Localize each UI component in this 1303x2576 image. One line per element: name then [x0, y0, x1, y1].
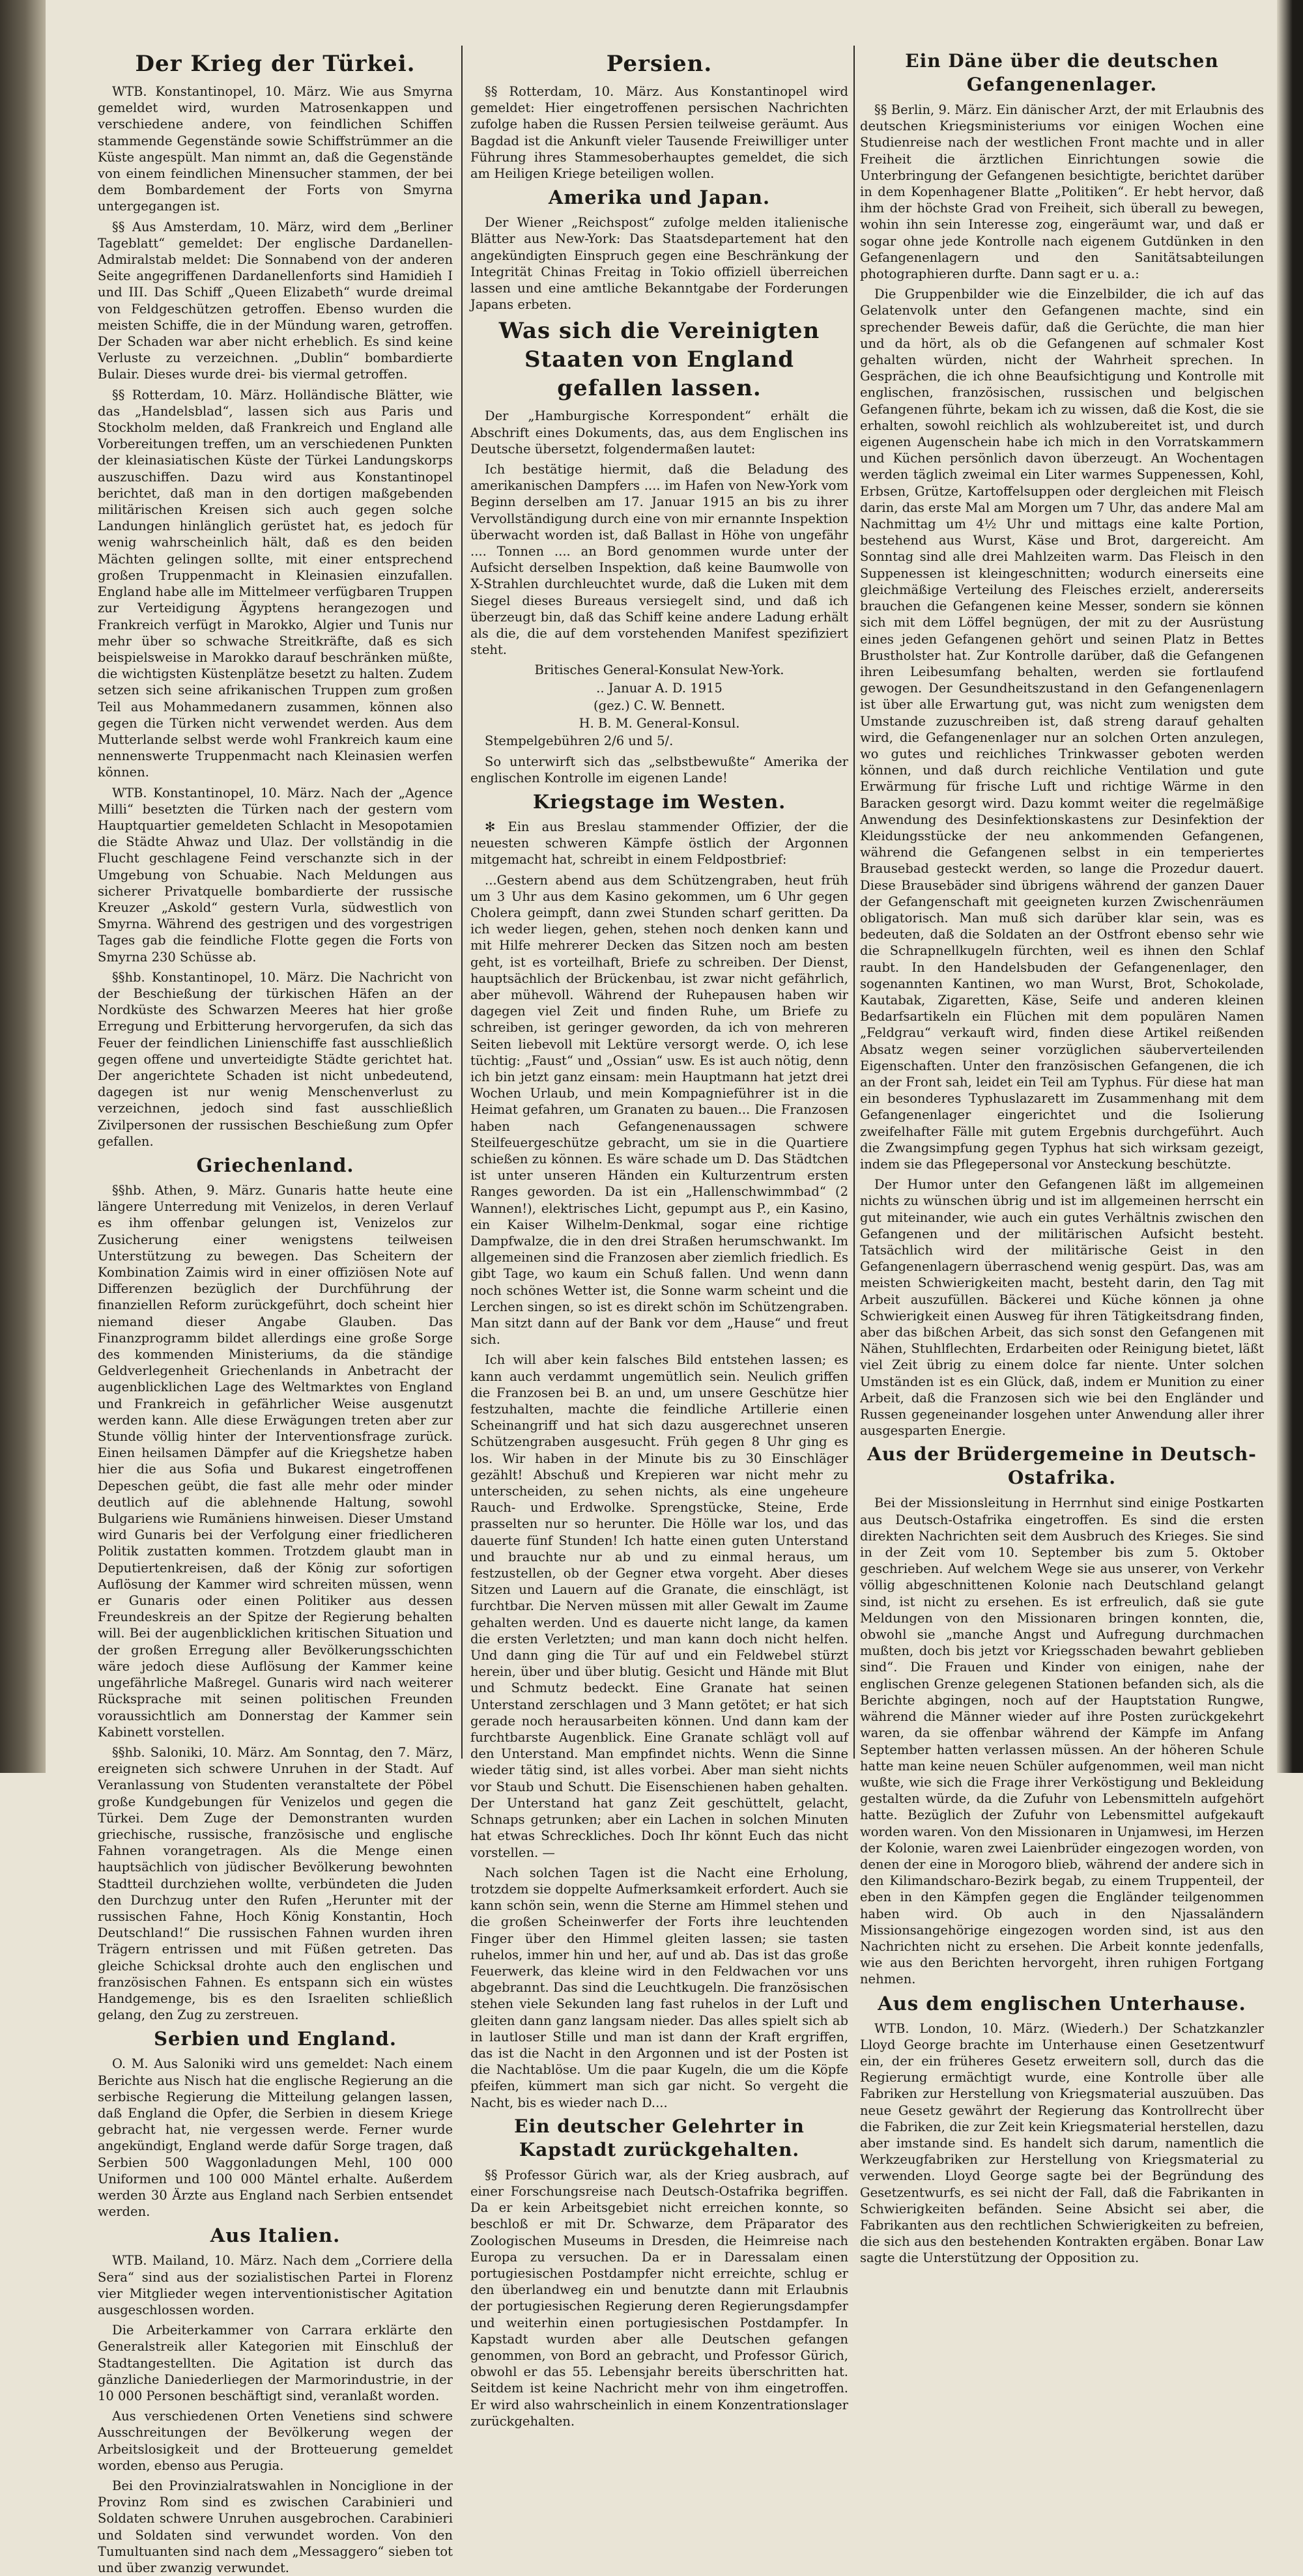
article-paragraph: O. M. Aus Saloniki wird uns gemeldet: Nach einem Berichte aus Nisch hat die englische Regierung an die serbische Regierung die Mitteilung gelangen lassen, daß England die Opfer, die Serbien in diesem Kriege gebracht hat, nie vergessen werde. Ferner wurde angekündigt, England werde dafür Sorge tragen, daß Serbien 500 Waggonladungen Mehl, 100 000 Uniformen und 100 000 Mäntel erhalte. Außerdem werden 30 Ärzte aus England nach Serbien entsendet werden. [98, 2056, 453, 2220]
signature-line: H. B. M. General-Konsul. [579, 716, 740, 731]
heading-bruedergemeine: Aus der Brüdergemeine in Deutsch-Ostafrika. [867, 1443, 1257, 1489]
signature-line: Britisches General-Konsulat New-York. [534, 662, 784, 678]
article-paragraph: §§hb. Saloniki, 10. März. Am Sonntag, den 7. März, ereigneten sich schwere Unruhen in der Stadt. Auf Veranlassung von Studenten veranstaltete der Pöbel große Kundgebungen für Venizelos und gegen die Türkei. Dem Zuge der Demonstranten wurden griechische, russische, französische und englische Fahnen vorangetragen. Als die Menge einen hauptsächlich von jüdischer Bevölkerung bewohnten Stadtteil durchziehen wollte, verbündeten die Juden den Durchzug unter den Rufen „Herunter mit der russischen Fahne, Hoch König Konstantin, Hoch Deutschland!“ Die russischen Fahnen wurden ihren Trägern entrissen und mit Füßen getreten. Das gleiche Schicksal drohte auch den englischen und französischen Fahnen. Es entspann sich ein wüstes Handgemenge, bis es den Israeliten schließlich gelang, den Zug zu zerstreuen. [98, 1744, 453, 2023]
article-paragraph: Der Humor unter den Gefangenen läßt im allgemeinen nichts zu wünschen übrig und ist im allgemeinen herrscht ein gut miteinander, wie auch ein gutes Verhältnis zwischen den Gefangenen und der militärischen Aufsicht besteht. Tatsächlich wird der militärische Geist in den Gefangenenlagern überraschend wenig gespürt. Das, was am meisten Schwierigkeiten macht, besteht darin, den Tag mit Arbeit auszufüllen. Bäckerei und Küche können ja ohne Schwierigkeit einen Ausweg für ihren Tätigkeitsdrang finden, aber das bißchen Arbeit, das sich sonst den Gefangenen mit Nähen, Stuhlflechten, Erdarbeiten oder Reinigung bietet, läßt viel Zeit übrig zu einem dolce far niente. Unter solchen Umständen ist es ein Glück, daß, indem er Munition zu einer Arbeit, daß die Franzosen sich wie bei den Engländer und Russen gegeneinander losgehen unter Anwendung aller ihrer ausgesparten Energie. [860, 1177, 1264, 1439]
article-paragraph: §§ Professor Gürich war, als der Krieg ausbrach, auf einer Forschungsreise nach Deutsch-Ostafrika begriffen. Da er kein Arbeitsgebiet nicht erreichen konnte, so beschloß er mit Dr. Schwarze, dem Präparator des Zoologischen Museums in Dresden, die Heimreise nach Europa zu versuchen. Da er in Daressalam einen portugiesischen Postdampfer nicht erreichte, schlug er den überlandweg ein und benutzte dann mit Erlaubnis der portugiesischen Regierung deren Regierungsdampfer und weiterhin einen portugiesischen Postdampfer. In Kapstadt wurden aber alle Deutschen gefangen genommen, von Bord an gebracht, und Professor Gürich, obwohl er das 55. Lebensjahr bereits überschritten hat. Seitdem ist keine Nachricht mehr von ihm eingetroffen. Er wird also wahrscheinlich in einem Konzentrationslager zurückgehalten. [470, 2167, 848, 2429]
column-left [98, 46, 453, 2576]
signature-line: .. Januar A. D. 1915 [596, 680, 723, 696]
article-paragraph: Ich bestätige hiermit, daß die Beladung des amerikanischen Dampfers .... im Hafen von New-York vom Beginn derselben am 17. Januar 1915 an bis zu ihrer Vervollständigung durch eine von mir ernannte Inspektion überwacht worden ist, daß Ballast in Höhe von ungefähr .... Tonnen .... an Bord genommen wurde unter der Aufsicht derselben Inspektion, daß keine Baumwolle von X-Strahlen durchleuchtet wurde, daß die Luken mit dem Siegel dieses Bureaus versiegelt sind, und daß ich überzeugt bin, daß das Schiff keine andere Ladung erhält als die, die auf dem vorstehenden Manifest spezifiziert steht. [470, 462, 848, 658]
heading-krieg-tuerkei: Der Krieg der Türkei. [135, 51, 416, 77]
article-paragraph: Nach solchen Tagen ist die Nacht eine Erholung, trotzdem sie doppelte Aufmerksamkeit erfordert. Auch sie kann schön sein, wenn die Sterne am Himmel stehen und die großen Scheinwerfer der Forts ihre leuchtenden Finger über den Himmel gleiten lassen; sie tasten ruhelos, immer hin und her, auf und ab. Das ist das große Feuerwerk, das kleine wird in den Feldwachen vor uns abgebrannt. Das sind die Leuchtkugeln. Die französischen stehen viele Sekunden lang fast ruhelos in der Luft und gleiten dann ganz langsam nieder. Das alles spielt sich ab in lautloser Stille und man ist dann der Kraft ergriffen, das ist die Nacht in den Argonnen und ist der Posten ist die Nachtablöse. Um die paar Kugeln, die um die Köpfe pfeifen, kümmert man sich gar nicht. So vergeht die Nacht, bis es wieder nach D.... [470, 1865, 848, 2110]
heading-griechenland: Griechenland. [196, 1154, 354, 1176]
book-binding-shadow [0, 0, 46, 1773]
heading-englisches-unterhaus: Aus dem englischen Unterhause. [878, 1992, 1246, 2015]
page-edge-shadow [1277, 0, 1303, 1773]
article-paragraph: §§ Aus Amsterdam, 10. März, wird dem „Berliner Tageblatt“ gemeldet: Der englische Dardanellen-Admiralstab meldet: Die Sonnabend von der anderen Seite angegriffenen Dardanellenforts sind Hamidieh I und III. Das Schiff „Queen Elizabeth“ wurde dreimal von Feldgeschützen getroffen. Ebenso wurden die meisten Schiffe, die in der Mündung waren, getroffen. Der Schaden war aber nicht erheblich. Es sind keine Verluste zu verzeichnen. „Dublin“ bombardierte Bulair. Dieses wurde drei- bis viermal getroffen. [98, 219, 453, 382]
column-right [860, 46, 1264, 2266]
column-middle [470, 46, 848, 2429]
article-paragraph: §§hb. Konstantinopel, 10. März. Die Nachricht von der Beschießung der türkischen Häfen an der Nordküste des Schwarzen Meeres hat hier große Erregung und Erbitterung hervorgerufen, da sich das Feuer der feindlichen Linienschiffe fast ausschließlich gegen offene und unverteidigte Städte gerichtet hat. Der angerichtete Schaden ist nicht unbedeutend, dagegen ist nur wenig Menschenverlust zu verzeichnen, jedoch sind fast ausschließlich Zivilpersonen der russischen Beschießung zum Opfer gefallen. [98, 969, 453, 1149]
article-paragraph: Der „Hamburgische Korrespondent“ erhält die Abschrift eines Dokuments, das, aus dem Englischen ins Deutsche übersetzt, folgendermaßen lautet: [470, 408, 848, 457]
article-paragraph: Bei der Missionsleitung in Herrnhut sind einige Postkarten aus Deutsch-Ostafrika eingetroffen. Es sind die ersten direkten Nachrichten seit dem Ausbruch des Krieges. Sie sind in der Zeit vom 10. September bis zum 5. Oktober geschrieben. Auf welchem Wege sie aus unserer, von Verkehr völlig abgeschnittenen Kolonie nach Deutschland gelangt sind, ist nicht zu ersehen. Es ist erfreulich, daß sie gute Meldungen von den Missionaren bringen konnten, die, obwohl sie „manche Angst und Aufregung durchmachen mußten, doch bis jetzt vor Kriegsschaden bewahrt geblieben sind“. Die Frauen und Kinder von einigen, nahe der englischen Grenze gelegenen Stationen befanden sich, als die Berichte abgingen, noch auf der Hauptstation Rungwe, während die Männer wieder auf ihre Posten zurückgekehrt waren, da sie offenbar während der Kämpfe im Anfang September hatten verlassen müssen. An der höheren Schule hatte man keine neuen Schüler aufgenommen, weil man nicht wußte, wie sich die Frage ihrer Verköstigung und Bekleidung gestalten würde, da die Zufuhr von Lebensmitteln aufgehört hatte. Bezüglich der Zufuhr von Lebensmittel aufgekauft worden waren. Von den Missionaren in Unjamwesi, im Herzen der Kolonie, waren zwei Laienbrüder eingezogen worden, von denen der eine in Morogoro blieb, während der andere sich in den Kilimandscharo-Bezirk begab, zu einem Truppenteil, der eben in den Kämpfen gegen die Engländer teilgenommen haben wird. Ob auch in den Njassaländern Missionsangehörige eingezogen worden sind, ist aus den Nachrichten nicht zu ersehen. Die Arbeit konnte jedenfalls, wie aus den Berichten hervorgeht, ihren ruhigen Fortgang nehmen. [860, 1495, 1264, 1987]
article-paragraph: §§hb. Athen, 9. März. Gunaris hatte heute eine längere Unterredung mit Venizelos, in deren Verlauf es ihm offenbar gelungen ist, Venizelos zur Zusicherung einer wenigstens teilweisen Unterstützung zu bewegen. Das Scheitern der Kombination Zaimis wird in einer offiziösen Note auf Differenzen bezüglich der Durchführung der finanziellen Reform zurückgeführt, doch scheint hier niemand dieser Angabe Glauben. Das Finanzprogramm bildet allerdings eine große Sorge des kommenden Ministeriums, da die ständige Geldverlegenheit Griechenlands in Anbetracht der augenblicklichen Lage des Weltmarktes von England und Frankreich in gefährlicher Weise ausgenutzt werden kann. Alle diese Erwägungen treten aber zur Stunde völlig hinter der Interventionsfrage zurück. Einen heilsamen Dämpfer auf die Kriegshetze haben hier die aus Sofia und Bukarest eingetroffenen Depeschen geübt, die fast alle mehr oder minder deutlich auf die ablehnende Haltung, sowohl Bulgariens wie Rumäniens hinweisen. Dieser Umstand wird Gunaris bei der Verfolgung einer friedlicheren Politik zustatten kommen. Trotzdem glaubt man in Deputiertenkreisen, daß der König zur sofortigen Auflösung der Kammer wird schreiten müssen, wenn er Gunaris oder einen Politiker aus dessen Freundeskreis an der Spitze der Regierung behalten will. Bei der augenblicklichen kritischen Situation und der großen Erregung aller Bevölkerungsschichten wäre jedoch diese Auflösung der Kammer keine ungefährliche Maßregel. Gunaris wird nach weiterer Rücksprache mit seinen politischen Freunden voraussichtlich am Donnerstag der Kammer sein Kabinett vorstellen. [98, 1183, 453, 1740]
article-paragraph: So unterwirft sich das „selbstbewußte“ Amerika der englischen Kontrolle im eigenen Lande! [470, 754, 848, 786]
heading-vereinigte-staaten: Was sich die Vereinigten Staaten von England gefallen lassen. [498, 318, 820, 402]
article-paragraph: Ich will aber kein falsches Bild entstehen lassen; es kann auch verdammt ungemütlich sein. Neulich griffen die Franzosen bei B. an und, um unsere Geschütze hier festzuhalten, machte die feindliche Artillerie einen Scheinangriff und hat sich dazu ausgerechnet unseren Schützengraben ausgesucht. Früh gegen 8 Uhr ging es los. Wir haben in der Minute bis zu 30 Einschläger gezählt! Abschuß und Krepieren war nicht mehr zu unterscheiden, zu sehen nichts, als eine ungeheure Rauch- und Erdwolke. Sprengstücke, Steine, Erde prasselten nur so herunter. Die Hölle war los, und das dauerte fünf Stunden! Ich hatte einen guten Unterstand und brauchte nur ab und zu einmal heraus, um festzustellen, ob der Gegner etwa vorgeht. Aber dieses Sitzen und Lauern auf die Granate, die einschlägt, ist furchtbar. Die Nerven müssen mit aller Gewalt im Zaume gehalten werden. Und es dauerte nicht lange, da kamen die ersten Verletzten; und man kann doch nicht helfen. Und dann ging die Tür auf und ein Feldwebel stürzt herein, über und über blutig. Gesicht und Hände mit Blut und Schmutz bedeckt. Eine Granate hat seinen Unterstand zerschlagen und 3 Mann getötet; er hat sich gerade noch herausarbeiten können. Und dann kam der furchtbarste Augenblick. Eine Granate schlägt voll auf den Unterstand. Man empfindet nichts. Wenn die Sinne wieder tätig sind, ist alles vorbei. Aber man sieht nichts vor Staub und Schutt. Die Eisenschienen haben gehalten. Der Unterstand hat ganz Zeit geschüttelt, gelacht, Schnaps getrunken; aber ein Lachen in solchen Minuten hat etwas Schreckliches. Doch Ihr könnt Euch das nicht vorstellen. — [470, 1352, 848, 1860]
heading-daene-gefangenenlager: Ein Däne über die deutschen Gefangenenlager. [905, 50, 1219, 95]
heading-amerika-japan: Amerika und Japan. [548, 186, 771, 209]
article-paragraph: Bei den Provinzialratswahlen in Nonciglione in der Provinz Rom sind es zwischen Carabinieri und Soldaten schwere Unruhen ausgebrochen. Carabinieri und Soldaten sind verwundet worden. Von den Tumultuanten sind nach dem „Messaggero“ sieben tot und über zwanzig verwundet. [98, 2478, 453, 2576]
heading-aus-italien: Aus Italien. [210, 2224, 341, 2247]
article-paragraph: ...Gestern abend aus dem Schützengraben, heut früh um 3 Uhr aus dem Kasino gekommen, um 6 Uhr gegen Cholera geimpft, dann zwei Stunden scharf geritten. Da ich weder liegen, gehen, stehen noch denken kann und mit Hilfe mehrerer Decken das Sitzen noch am besten geht, ist es vorteilhaft, Briefe zu schreiben. Der Dienst, hauptsächlich der Brückenbau, ist zwar nicht gefährlich, aber mühevoll. Während der Ruhepausen haben wir dagegen viel Zeit und finden Ruhe, um Briefe zu schreiben, ist geringer geworden, da ich von mehreren Seiten liebevoll mit Lektüre versorgt werde. O, ich lese tüchtig: „Faust“ und „Ossian“ usw. Es ist auch nötig, denn ich bin jetzt ganz einsam: mein Hauptmann hat jetzt drei Wochen Urlaub, und mein Kompagnieführer ist in die Heimat gefahren, um Granaten zu bauen... Die Franzosen haben nach Gefangenenaussagen schwere Steilfeuergeschütze gebracht, um sie in die Quartiere schießen zu können. Es wäre schade um D. Das Städtchen ist unter unseren Händen ein Kulturzentrum ersten Ranges geworden. Da ist ein „Hallenschwimmbad“ (2 Wannen!), elektrisches Licht, gepumpt aus P., ein Kasino, ein Kaiser Wilhelm-Denkmal, sogar eine richtige Dampfwalze, die in den drei Straßen herumschwankt. Im allgemeinen sind die Franzosen aber ziemlich friedlich. Es gibt Tage, wo kaum ein Schuß fallen. Und wenn dann noch schönes Wetter ist, die Sonne warm scheint und die Lerchen singen, so ist es direkt schön im Schützengraben. Man sitzt dann auf der Bank vor dem „Hause“ und freut sich. [470, 872, 848, 1348]
article-paragraph: §§ Berlin, 9. März. Ein dänischer Arzt, der mit Erlaubnis des deutschen Kriegsministeriums vor einigen Wochen eine Studienreise nach der westlichen Front machte und in aller Freiheit die ärztlichen Einrichtungen sowie die Unterbringung der Gefangenen besichtigte, berichtet darüber in dem Kopenhagener Blatte „Politiken“. Er hebt hervor, daß ihm der höchste Grad von Freiheit, sich überall zu bewegen, wohin ihn sein Interesse zog, eingeräumt war, und daß er sogar ohne jede Kontrolle nach eigenem Gutdünken in den Gefangenenlagern und den Sanitätsabteilungen photographieren durfte. Dann sagt er u. a.: [860, 102, 1264, 282]
article-paragraph: Die Arbeiterkammer von Carrara erklärte den Generalstreik aller Kategorien mit Einschluß der Stadtangestellten. Die Agitation ist durch das gänzliche Daniederliegen der Marmorindustrie, in der 10 000 Personen beschäftigt sind, veranlaßt worden. [98, 2323, 453, 2404]
article-paragraph: WTB. Mailand, 10. März. Nach dem „Corriere della Sera“ sind aus der sozialistischen Partei in Florenz vier Mitglieder wegen interventionistischer Agitation ausgeschlossen worden. [98, 2253, 453, 2317]
heading-persien: Persien. [606, 51, 713, 77]
article-paragraph: Stempelgebühren 2/6 und 5/. [485, 733, 674, 749]
article-paragraph: WTB. Konstantinopel, 10. März. Nach der „Agence Milli“ besetzten die Türken nach der gestern vom Hauptquartier gemeldeten Schlacht in Mesopotamien die Städte Ahwaz und Ulaz. Der vollständig in die Flucht geschlagene Feind verschanzte sich in der Umgebung von Schuabie. Nach Meldungen aus sicherer Privatquelle bombardierte der russische Kreuzer „Askold“ gestern Vurla, südwestlich von Smyrna. Während des gestrigen und des vorgestrigen Tages gab die feindliche Flotte gegen die Forts von Smyrna 230 Schüsse ab. [98, 785, 453, 965]
article-paragraph: §§ Rotterdam, 10. März. Aus Konstantinopel wird gemeldet: Hier eingetroffenen persischen Nachrichten zufolge haben die Russen Persien teilweise geräumt. Aus Bagdad ist die Ankunft vieler Tausende Freiwilliger unter Führung ihres Stammesoberhauptes gemeldet, die sich am Heiligen Kriege beteiligen wollen. [470, 84, 848, 182]
article-paragraph: Der Wiener „Reichspost“ zufolge melden italienische Blätter aus New-York: Das Staatsdepartement hat den angekündigten Einspruch gegen eine Beschränkung der Integrität Chinas Freitag in Tokio offiziell überreichen lassen und eine amtliche Bekanntgabe der Forderungen Japans erbeten. [470, 215, 848, 313]
article-paragraph: ✻ Ein aus Breslau stammender Offizier, der die neuesten schweren Kämpfe östlich der Argonnen mitgemacht hat, schreibt in einem Feldpostbrief: [470, 819, 848, 868]
article-paragraph: WTB. Konstantinopel, 10. März. Wie aus Smyrna gemeldet wird, wurden Matrosenkappen und verschiedene andere, von feindlichen Schiffen stammende Gegenstände sowie Schiffstrümmer an die Küste angespült. Man nimmt an, daß die Gegenstände von einem feindlichen Minensucher stammen, der bei dem Bombardement der Forts von Smyrna untergegangen ist. [98, 84, 453, 214]
column-rule-2 [853, 46, 855, 1759]
article-paragraph: §§ Rotterdam, 10. März. Holländische Blätter, wie das „Handelsblad“, lassen sich aus Paris und Stockholm melden, daß Frankreich und England alle Vorbereitungen treffen, um an verschiedenen Punkten der kleinasiatischen Küste der Türkei Landungskorps auszuschiffen. Dazu wird aus Konstantinopel berichtet, daß man in den dortigen maßgebenden militärischen Kreisen sich auch gegen solche Landungen hinlänglich gerüstet hat, es jedoch für wenig wahrscheinlich hält, daß es den beiden Mächten gelingen sollte, mit einer entsprechend großen Truppenmacht in Kleinasien einzufallen. England habe alle im Mittelmeer verfügbaren Truppen zur Verteidigung Ägyptens herangezogen und Frankreich verfügt in Marokko, Algier und Tunis nur mehr über so schwache Streitkräfte, daß es sich beispielsweise in Marokko darauf beschränken müßte, die wichtigsten Küstenplätze besetzt zu halten. Zudem setzen sich seine afrikanischen Truppen zum großen Teil aus Mohammedanern zusammen, können also gegen die Türken nicht verwendet werden. Aus dem Mutterlande selbst werde wohl Frankreich kaum eine nennenswerte Truppenmacht nach Kleinasien werfen können. [98, 387, 453, 780]
heading-gelehrter-kapstadt: Ein deutscher Gelehrter in Kapstadt zurückgehalten. [514, 2115, 805, 2160]
article-paragraph: Die Gruppenbilder wie die Einzelbilder, die ich auf das Gelatenvolk unter den Gefangenen machte, sind ein sprechender Beweis dafür, daß die Gerüchte, die man hier und da hört, als ob die Gefangenen auf schmaler Kost gehalten würden, nicht der Wahrheit sprechen. In Gesprächen, die ich ohne Beaufsichtigung und Kontrolle mit englischen, französischen, russischen und belgischen Gefangenen führte, bekam ich zu wissen, daß die Kost, die sie erhalten, sowohl reichlich als wohlzubereitet ist, und durch eigenen Augenschein habe ich mich in den Vorratskammern und Küchen persönlich davon überzeugt. An Wochentagen werden täglich zweimal ein Liter warmes Suppenessen, Kohl, Erbsen, Grütze, Kartoffelsuppen oder dergleichen mit Fleisch darin, das erste Mal am Morgen um 7 Uhr, das andere Mal am Nachmittag um 4½ Uhr und mittags eine kalte Portion, bestehend aus Wurst, Käse und Brot, dargereicht. Am Sonntag sind alle drei Mahlzeiten warm. Das Fleisch in den Suppenessen ist kleingeschnitten; wodurch einerseits eine gleichmäßige Verteilung des Fleisches erzielt, andererseits brauchen die Gefangenen keine Messer, sondern sie können sich mit dem Löffel begnügen, der mit zu der Ausrüstung eines jeden Gefangenen gehört und seinen Platz in Bettes Brustholster hat. Zur Kontrolle darüber, daß die Gefangenen ihren Leibesumfang behalten, werden sie fortlaufend gewogen. Der Gesundheitszustand in den Gefangenenlagern ist über alle Erwartung gut, was nicht zum wenigsten dem Umstande zuzuschreiben ist, daß streng darauf gehalten wird, die Gefangenenlager nur an solchen Orten anzulegen, wo gutes und reichliches Trinkwasser geboten werden können, und daß durch reichliche Ventilation und gute Erwärmung für frische Luft und richtige Wärme in den Baracken gesorgt wird. Dazu kommt weiter die regelmäßige Anwendung des Desinfektionskastens zur Desinfektion der Kleidungsstücke der neu ankommenden Gefangenen, während die Gefangenen selbst in ein temperiertes Brausebad gesteckt werden, so lange die Prozedur dauert. Diese Brausebäder sind übrigens während der ganzen Dauer der Gefangenschaft mit geeigneten kurzen Zwischenräumen obligatorisch. Man muß sich darüber klar sein, was es bedeuten, daß die Soldaten an der Ostfront ebenso sehr wie die Schrapnellkugeln fürchten, weil es ihnen den Schlaf raubt. In den Handelsbuden der Gefangenenlager, den sogenannten Kantinen, wo man Wurst, Brot, Schokolade, Kautabak, Zigaretten, Käse, Seife und anderen kleinen Bedarfsartikeln ein Flüchen mit dem populären Namen „Feldgrau“ verkauft wird, finden diese Artikel reißenden Absatz wegen seiner vorzüglichen säuberverteilenden Eigenschaften. Unter den französischen Gefangenen, die ich an der Front sah, leidet ein Teil am Typhus. Für diese hat man ein besonderes Typhuslazarett im Zusammenhang mit dem Gefangenenlager eingerichtet und die Isolierung zweifelhafter Fälle mit gutem Ergebnis durchgeführt. Auch die Zwangsimpfung gegen Typhus hat sich wirksam gezeigt, indem sie das Pflegepersonal vor Ansteckung beschützte. [860, 287, 1264, 1172]
heading-kriegstage-westen: Kriegstage im Westen. [532, 790, 786, 813]
heading-serbien-england: Serbien und England. [154, 2028, 397, 2050]
article-paragraph: Aus verschiedenen Orten Venetiens sind schwere Ausschreitungen der Bevölkerung wegen der Arbeitslosigkeit und der Brotteuerung gemeldet worden, ebenso aus Perugia. [98, 2409, 453, 2473]
article-paragraph: WTB. London, 10. März. (Wiederh.) Der Schatzkanzler Lloyd George brachte im Unterhause einen Gesetzentwurf ein, der ein früheres Gesetz erweitern soll, durch das die Regierung ermächtigt wurde, eine Kontrolle über alle Fabriken zur Herstellung von Kriegsmaterial auszuüben. Das neue Gesetz gewährt der Regierung das Kontrollrecht über die Fabriken, die zur Zeit kein Kriegsmaterial herstellen, dazu aber imstande sind. Es handelt sich darum, namentlich die Werkzeugfabriken zur Herstellung von Kriegsmaterial zu verwenden. Lloyd George sagte bei der Begründung des Gesetzentwurfs, es sei nicht der Fall, daß die Fabrikanten in Schwierigkeiten befänden. Seine Absicht sei aber, die Fabrikanten aus den rechtlichen Schwierigkeiten zu befreien, die sich aus den bestehenden Kontrakten ergäben. Bonar Law sagte die Unterstützung der Opposition zu. [860, 2020, 1264, 2266]
signature-line: (gez.) C. W. Bennett. [594, 698, 725, 713]
column-rule-1 [461, 46, 463, 1759]
